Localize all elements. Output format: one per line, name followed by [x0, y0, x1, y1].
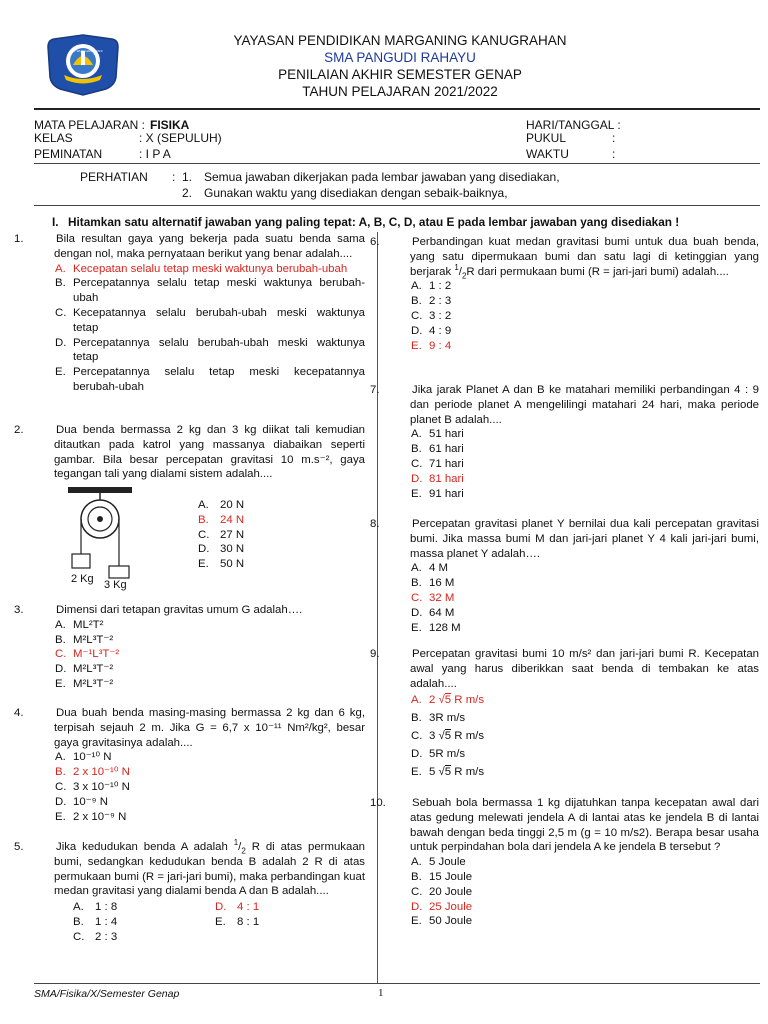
option-1a[interactable]: A. Kecepatan selalu tetap meski waktunya berubah-ubah	[55, 262, 348, 275]
question-7: 7. Jika jarak Planet A dan B ke matahari memiliki perbandingan 4 : 9 dan periode planet A mengelilingi matahari 24 hari, maka periode planet B adalah.... A. 51 hari B. 61 hari C. 71 hari D. 81 hari E. 91 hari	[370, 384, 759, 500]
option-1b[interactable]: B. Percepatannya selalu tetap meski waktunya berubah-ubah	[55, 277, 365, 305]
option-6b[interactable]: B. 2 : 3	[411, 295, 452, 308]
option-7b[interactable]: B. 61 hari	[411, 443, 464, 456]
header-divider	[34, 108, 760, 110]
option-10e[interactable]: E. 50 Joule	[411, 915, 473, 928]
option-6e[interactable]: E. 9 : 4	[411, 339, 452, 352]
question-2: 2. Dua benda bermassa 2 kg dan 3 kg diikat tali kemudian ditautkan pada katrol yang massanya diabaikan seperti gambar. Bila besar percepatan gravitasi 10 m.s⁻², gaya tegangan tali yang dialami sistem adalah....	[14, 424, 365, 481]
day-label: HARI/TANGGAL :	[526, 118, 621, 132]
option-7c[interactable]: C. 71 hari	[411, 457, 464, 470]
question-1: 1. Bila resultan gaya yang bekerja pada suatu benda sama dengan nol, maka pernyataan berikut yang benar adalah.... A. Kecepatan selalu tetap meski waktunya berubah-ubah B. Percepatannya selalu tetap meski waktunya berubah-ubah C. Kecepatannya selalu berubah-ubah meski waktunya tetap D. Percepatannya selalu berubah-ubah meski waktunya tetap E. Percepatannya selalu tetap meski kecepatannya berubah-ubah	[14, 233, 365, 393]
pulley-diagram	[64, 487, 144, 593]
sqrt-icon: √	[438, 694, 445, 707]
duration-colon: :	[612, 147, 616, 161]
option-6c[interactable]: C. 3 : 2	[411, 309, 452, 322]
option-7e[interactable]: E. 91 hari	[411, 487, 464, 500]
subject-value: FISIKA	[150, 118, 190, 132]
option-9d[interactable]: D. 5R m/s	[411, 748, 466, 761]
option-1d[interactable]: D. Percepatannya selalu berubah-ubah meski waktunya tetap	[55, 336, 365, 364]
notice-item-2: 2. Gunakan waktu yang disediakan dengan sebaik-baiknya,	[182, 186, 508, 200]
time-colon: :	[612, 131, 616, 145]
footer-divider	[34, 983, 760, 984]
notice-label: PERHATIAN	[80, 170, 148, 184]
option-5b[interactable]: B. 1 : 4	[73, 915, 118, 928]
option-5c[interactable]: C. 2 : 3	[73, 930, 118, 943]
option-8d[interactable]: D. 64 M	[411, 606, 455, 619]
question-5: 5. Jika kedudukan benda A adalah $^1/_2$ R di atas permukaan bumi, sedangkan kedudukan benda B adalah 2 R di atas permukaan bumi (R = jari-jari bumi), maka perbandingan kuat medan gravitasi yang dialami benda A dan B adalah....	[14, 838, 366, 898]
option-4c[interactable]: C. 3 x 10⁻¹⁰ N	[55, 780, 130, 793]
option-8a[interactable]: A. 4 M	[411, 562, 448, 575]
option-5e[interactable]: E. 8 : 1	[215, 915, 260, 928]
mass-2kg-label: 2 Kg	[71, 573, 94, 585]
notice-colon: :	[172, 170, 176, 184]
option-4b[interactable]: B. 2 x 10⁻¹⁰ N	[55, 766, 130, 779]
option-2b[interactable]: B. 24 N	[198, 513, 245, 526]
option-10a[interactable]: A. 5 Joule	[411, 856, 466, 869]
question-4: 4. Dua buah benda masing-masing bermassa 2 kg dan 6 kg, terpisah sejauh 2 m. Jika G = 6,7 x 10⁻¹¹ Nm²/kg², besar gaya gravitasinya adalah.... A. 10⁻¹⁰ N B. 2 x 10⁻¹⁰ N C. 3 x 10⁻¹⁰ N D. 10⁻⁹ N E. 2 x 10⁻⁹ N	[14, 707, 365, 823]
option-9a[interactable]: A. 2 √5 R m/s	[411, 694, 485, 707]
subject-label: MATA PELAJARAN :	[34, 118, 145, 132]
notice-item-1: 1. Semua jawaban dikerjakan pada lembar jawaban yang disediakan,	[182, 170, 560, 184]
option-3b[interactable]: B. M²L³T⁻²	[55, 633, 114, 646]
option-5a[interactable]: A. 1 : 8	[73, 901, 118, 913]
option-8c[interactable]: C. 32 M	[411, 591, 455, 604]
logo-text: TUT WURI HANDAYANI	[70, 49, 103, 53]
section-instruction: I. Hitamkan satu alternatif jawaban yang paling tepat: A, B, C, D, atau E pada lembar jawaban yang disediakan !	[52, 215, 680, 229]
option-1e[interactable]: E. Percepatannya selalu tetap meski kecepatannya berubah-ubah	[55, 366, 365, 393]
page-number: 1	[378, 987, 384, 999]
sqrt-icon: √	[438, 766, 445, 779]
academic-year: TAHUN PELAJARAN 2021/2022	[302, 84, 498, 99]
sqrt-icon: √	[438, 730, 445, 743]
option-2e[interactable]: E. 50 N	[198, 558, 245, 571]
question-5-options-right	[215, 900, 259, 930]
question-6: 6. Perbandingan kuat medan gravitasi bumi untuk dua buah benda, yang satu dipermukaan bumi dan satu lagi di ketinggian yang berjarak $^1/_2R$ dari permukaan bumi (R = jari-jari bumi) adalah.... A. 1 : 2 B. 2 : 3 C. 3 : 2 D. 4 : 9 E. 9 : 4	[370, 236, 759, 352]
option-1c[interactable]: C. Kecepatannya selalu berubah-ubah meski waktunya tetap	[55, 306, 365, 334]
exam-title: PENILAIAN AKHIR SEMESTER GENAP	[278, 67, 522, 82]
school-name: SMA PANGUDI RAHAYU	[324, 50, 476, 65]
option-2a[interactable]: A. 20 N	[198, 499, 245, 511]
duration-label: WAKTU	[526, 147, 569, 161]
school-logo	[46, 33, 120, 97]
question-5-options-left	[73, 900, 117, 944]
foundation-name: YAYASAN PENDIDIKAN MARGANING KANUGRAHAN	[233, 33, 567, 48]
option-2d[interactable]: D. 30 N	[198, 543, 245, 556]
option-9e[interactable]: E. 5 √5 R m/s	[411, 766, 485, 779]
option-10d[interactable]: D. 25 Joule	[411, 900, 473, 913]
question-2-options	[198, 498, 244, 572]
option-3c[interactable]: C. M⁻¹L³T⁻²	[55, 648, 120, 661]
major-label: PEMINATAN	[34, 147, 103, 161]
option-9b[interactable]: B. 3R m/s	[411, 712, 466, 725]
class-label: KELAS	[34, 131, 73, 145]
option-6d[interactable]: D. 4 : 9	[411, 324, 452, 337]
question-9: 9. Percepatan gravitasi bumi 10 m/s² dan jari-jari bumi R. Kecepatan awal yang harus diberikkan saat benda di tembakan ke atas adalah.... A. 2 √5 R m/s B. 3R m/s C. 3 √5 R m/s D. 5R m/s E. 5 √5 R m/s	[390, 647, 759, 781]
question-3: 3. Dimensi dari tetapan gravitas umum G adalah…. A. ML²T² B. M²L³T⁻² C. M⁻¹L³T⁻² D. M²L³T⁻² E. M²L³T⁻²	[34, 603, 365, 692]
option-4e[interactable]: E. 2 x 10⁻⁹ N	[55, 810, 127, 823]
major-value: : I P A	[139, 147, 171, 161]
meta-divider	[34, 163, 760, 164]
option-8b[interactable]: B. 16 M	[411, 577, 455, 590]
footer-left: SMA/Fisika/X/Semester Genap	[34, 988, 180, 1000]
time-label: PUKUL	[526, 131, 567, 145]
notice-divider	[34, 205, 760, 206]
option-5d[interactable]: D. 4 : 1	[215, 901, 260, 913]
class-value: : X (SEPULUH)	[139, 131, 222, 145]
option-3a[interactable]: A. ML²T²	[55, 618, 104, 631]
option-2c[interactable]: C. 27 N	[198, 528, 245, 541]
option-3d[interactable]: D. M²L³T⁻²	[55, 663, 114, 676]
question-8: 8. Percepatan gravitasi planet Y bernilai dua kali percepatan gravitasi bumi. Jika massa bumi M dan jari-jari planet Y 4 kali jari-jari bumi, massa planet Y adalah…. A. 4 M B. 16 M C. 32 M D. 64 M E. 128 M	[370, 518, 759, 634]
mass-3kg-label: 3 Kg	[104, 579, 127, 591]
option-10c[interactable]: C. 20 Joule	[411, 885, 473, 898]
option-4d[interactable]: D. 10⁻⁹ N	[55, 795, 108, 808]
column-divider	[377, 232, 378, 984]
question-10: 10. Sebuah bola bermassa 1 kg dijatuhkan tanpa kecepatan awal dari atas gedung melewati jendela A di lantai atas ke jendela B di lantai bawah dengan beda tinggi 2,5 m (g = 10 m/s2). Berapa besar usaha untuk perpindahan bola dari jendela A ke jendela B tersebut ? A. 5 Joule B. 15 Joule C. 20 Joule D. 25 Joule E. 50 Joule	[370, 797, 759, 928]
option-7d[interactable]: D. 81 hari	[411, 472, 464, 485]
option-10b[interactable]: B. 15 Joule	[411, 870, 473, 883]
option-7a[interactable]: A. 51 hari	[411, 428, 464, 441]
option-9c[interactable]: C. 3 √5 R m/s	[411, 730, 485, 743]
option-4a[interactable]: A. 10⁻¹⁰ N	[55, 751, 112, 764]
option-6a[interactable]: A. 1 : 2	[411, 280, 452, 293]
option-8e[interactable]: E. 128 M	[411, 621, 461, 634]
option-3e[interactable]: E. M²L³T⁻²	[55, 677, 114, 690]
